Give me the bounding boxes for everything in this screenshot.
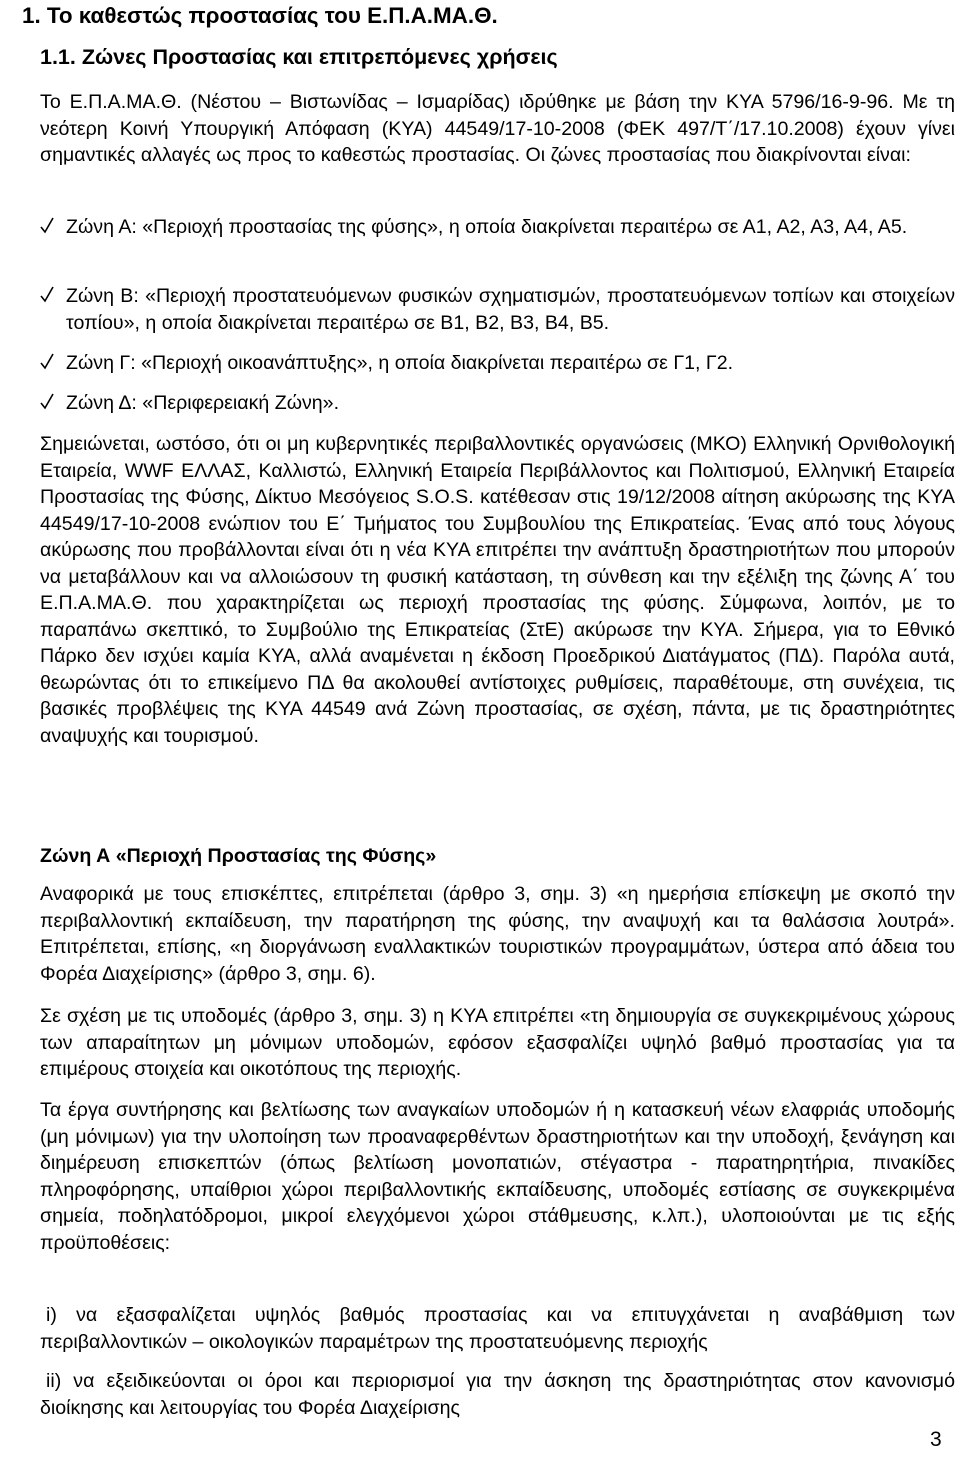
- intro-paragraph: Το Ε.Π.Α.ΜΑ.Θ. (Νέστου – Βιστωνίδας – Ισμαρίδας) ιδρύθηκε με βάση την ΚΥΑ 5796/16-9-96. Με τη νεότερη Κοινή Υπουργική Απόφαση (ΚΥΑ) 44549/17-10-2008 (ΦΕΚ 497/Τ΄/17.10.2008) έχουν γίνει σημαντικές αλλαγές ως προς το καθεστώς προστασίας. Οι ζώνες προστασίας που διακρίνονται είναι:: [40, 91, 955, 166]
- note-paragraph: Σημειώνεται, ωστόσο, ότι οι μη κυβερνητικές περιβαλλοντικές οργανώσεις (ΜΚΟ) Ελληνική Ορνιθολογική Εταιρεία, WWF ΕΛΛΑΣ, Καλλιστώ, Ελληνική Εταιρεία Περιβάλλοντος και Πολιτισμού, Ελληνική Εταιρεία Προστασίας της Φύσης, Δίκτυο Μεσόγειος S.O.S. κατέθεσαν στις 19/12/2008 αίτηση ακύρωσης της ΚΥΑ 44549/17-10-2008 ενώπιον του Ε΄ Τμήματος του Συμβουλίου της Επικρατείας. Ένας από τους λόγους ακύρωσης που προβάλλονται είναι ότι η νέα ΚΥΑ επιτρέπει την ανάπτυξη δραστηριοτήτων που μπορούν να μεταβάλλουν και να αλλοιώσουν τη φυσική κατάσταση, τη σύνθεση και την εξέλιξη της ζώνης Α΄ του Ε.Π.Α.ΜΑ.Θ. που χαρακτηρίζεται ως περιοχή προστασίας της φύσης. Σύμφωνα, λοιπόν, με το παραπάνω σκεπτικό, το Συμβούλιο της Επικρατείας (ΣτΕ) ακύρωσε την ΚΥΑ. Σήμερα, για το Εθνικό Πάρκο δεν ισχύει καμία ΚΥΑ, αλλά αναμένεται η έκδοση Προεδρικού Διατάγματος (ΠΔ). Παρόλα αυτά, θεωρώντας ότι το επικείμενο ΠΔ θα ακολουθεί αντίστοιχες ρυθμίσεις, παραθέτουμε, στη συνέχεια, τις βασικές προβλέψεις της ΚΥΑ 44549 ανά Ζώνη προστασίας, σε σχέση, πάντα, με τις δραστηριότητες αναψυχής και τουρισμού.: [40, 433, 955, 747]
- bullet-text: Ζώνη Α: «Περιοχή προστασίας της φύσης», η οποία διακρίνεται περαιτέρω σε Α1, Α2, Α3, Α4, Α5.: [66, 216, 908, 238]
- zone-a-infrastructure-paragraph: Σε σχέση με τις υποδομές (άρθρο 3, σημ. 3) η ΚΥΑ επιτρέπει «τη δημιουργία σε συγκεκριμένους χώρους των απαραίτητων μη μόνιμων υποδομών, εφόσον εξασφαλίζει υψηλό βαθμό προστασίας για τα επιμέρους στοιχεία και οικοτόπους της περιοχής.: [40, 1005, 955, 1080]
- condition-i: i) να εξασφαλίζεται υψηλός βαθμός προστασίας και να επιτυγχάνεται η αναβάθμιση των περιβαλλοντικών – οικολογικών παραμέτρων της προστατευόμενης περιοχής: [40, 1304, 955, 1353]
- bullet-zone-a: [40, 214, 955, 241]
- zone-a-heading: Ζώνη Α «Περιοχή Προστασίας της Φύσης»: [40, 845, 437, 867]
- bullet-text: Ζώνη Δ: «Περιφερειακή Ζώνη».: [66, 392, 340, 414]
- checkmark-icon: [40, 351, 54, 373]
- heading-1: 1. Το καθεστώς προστασίας του Ε.Π.Α.ΜΑ.Θ.: [22, 3, 498, 28]
- page-number: 3: [930, 1428, 942, 1451]
- checkmark-icon: [40, 284, 54, 306]
- zone-a-works-paragraph: Τα έργα συντήρησης και βελτίωσης των αναγκαίων υποδομών ή η κατασκευή νέων ελαφριάς υποδομής (μη μόνιμων) για την υλοποίηση των προαναφερθέντων δραστηριοτήτων και την υποδοχή, ξενάγηση και διημέρευση επισκεπτών (όπως βελτίωση μονοπατιών, στέγαστρα - παρατηρητήρια, πινακίδες πληροφόρησης, υπαίθριοι χώροι περιβαλλοντικής εκπαίδευσης, υποδομές εστίασης σε συγκεκριμένα σημεία, ποδηλατόδρομοι, μικροί ελεγχόμενοι χώροι στάθμευσης, κ.λπ.), υλοποιούνται με τις εξής προϋποθέσεις:: [40, 1099, 955, 1254]
- bullet-zone-g: [40, 350, 955, 377]
- heading-1-1: 1.1. Ζώνες Προστασίας και επιτρεπόμενες χρήσεις: [40, 45, 558, 69]
- bullet-zone-b: [40, 283, 955, 336]
- bullet-zone-d: [40, 390, 955, 417]
- zone-a-visitors-paragraph: Αναφορικά με τους επισκέπτες, επιτρέπεται (άρθρο 3, σημ. 3) «η ημερήσια επίσκεψη με σκοπό την περιβαλλοντική εκπαίδευση, την παρατήρηση της φύσης, την αναψυχή και τα θαλάσσια λουτρά». Επιτρέπεται, επίσης, «η διοργάνωση εναλλακτικών τουριστικών προγραμμάτων, ύστερα από άδεια του Φορέα Διαχείρισης» (άρθρο 3, σημ. 6).: [40, 883, 955, 985]
- checkmark-icon: [40, 391, 54, 413]
- checkmark-icon: [40, 215, 54, 237]
- bullet-text: Ζώνη Γ: «Περιοχή οικοανάπτυξης», η οποία διακρίνεται περαιτέρω σε Γ1, Γ2.: [66, 352, 734, 374]
- condition-ii: ii) να εξειδικεύονται οι όροι και περιορισμοί για την άσκηση της δραστηριότητας στον κανονισμό διοίκησης και λειτουργίας του Φορέα Διαχείρισης: [40, 1370, 955, 1419]
- bullet-text: Ζώνη Β: «Περιοχή προστατευόμενων φυσικών σχηματισμών, προστατευόμενων τοπίων και στοιχείων τοπίου», η οποία διακρίνεται περαιτέρω σε Β1, Β2, Β3, Β4, Β5.: [66, 285, 955, 334]
